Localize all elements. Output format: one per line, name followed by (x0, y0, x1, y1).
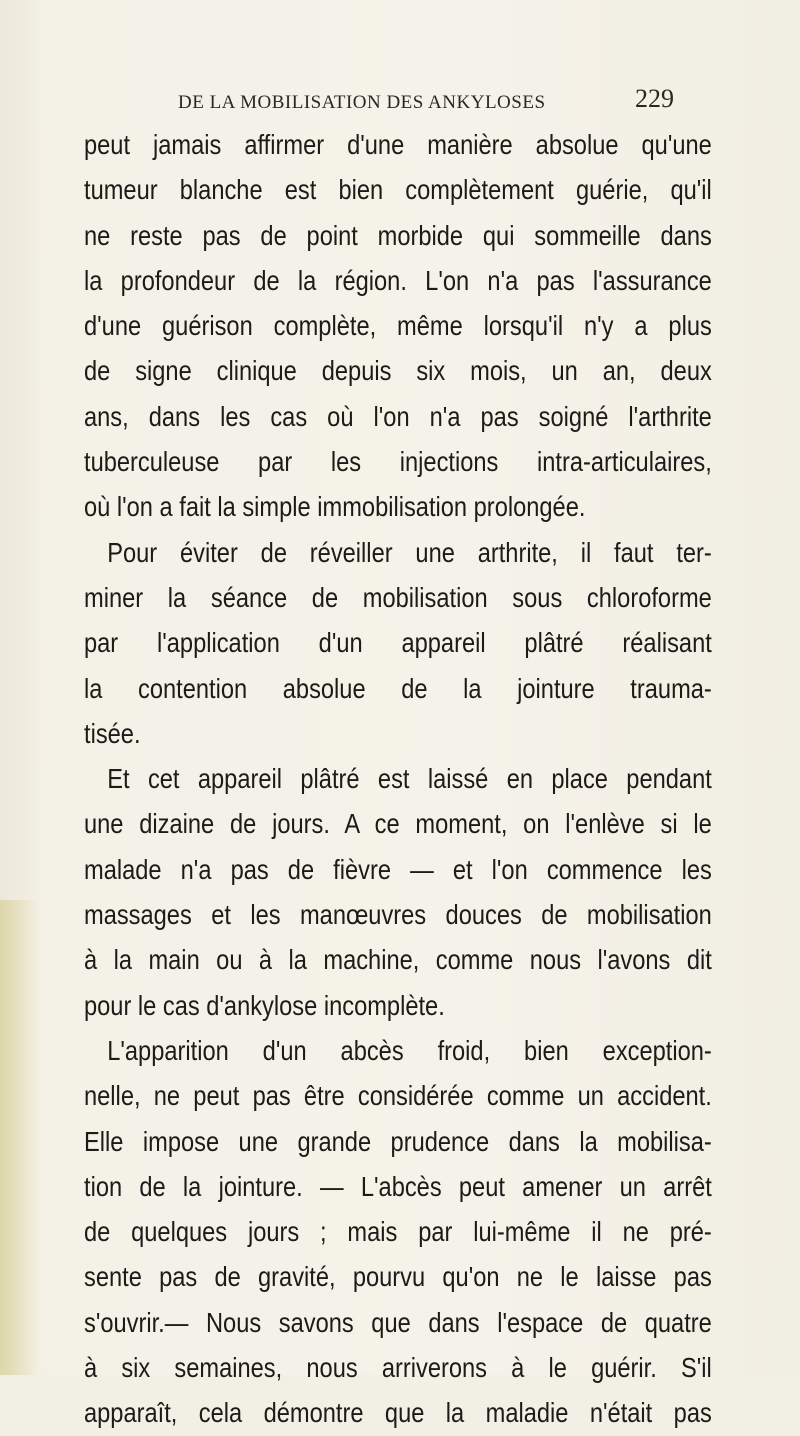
text-line: d'une guérison complète, même lorsqu'il n'y a plus (84, 310, 712, 342)
text-line: une dizaine de jours. A ce moment, on l'enlève si le (84, 808, 712, 840)
text-line: tion de la jointure. — L'abcès peut amener un arrêt (84, 1170, 712, 1202)
text-line: apparaît, cela démontre que la maladie n'était pas (84, 1397, 712, 1429)
text-line: ans, dans les cas où l'on n'a pas soigné l'arthrite (84, 400, 712, 432)
page-number: 229 (635, 84, 674, 113)
text-line: la profondeur de la région. L'on n'a pas l'assurance (84, 264, 712, 296)
page-header (0, 84, 800, 124)
text-line: de quelques jours ; mais par lui-même il ne pré- (84, 1216, 712, 1248)
text-line: tisée. (84, 717, 141, 749)
text-line: miner la séance de mobilisation sous chloroforme (84, 581, 712, 613)
text-line: tuberculeuse par les injections intra-articulaires, (84, 446, 712, 478)
text-line: Et cet appareil plâtré est laissé en place pendant (107, 763, 712, 795)
running-title: DE LA MOBILISATION DES ANKYLOSES (178, 92, 546, 113)
text-line: peut jamais affirmer d'une manière absolue qu'une (84, 129, 712, 160)
text-line: tumeur blanche est bien complètement guérie, qu'il (84, 174, 712, 206)
text-line: pour le cas d'ankylose incomplète. (84, 989, 445, 1021)
text-line: s'ouvrir.— Nous savons que dans l'espace de quatre (84, 1306, 712, 1338)
text-line: Elle impose une grande prudence dans la mobilisa- (84, 1125, 712, 1157)
text-line: Pour éviter de réveiller une arthrite, il faut ter- (107, 536, 712, 568)
text-line: à six semaines, nous arriverons à le guérir. S'il (84, 1352, 712, 1384)
body-text (84, 122, 712, 1436)
text-line: massages et les manœuvres douces de mobilisation (84, 899, 712, 931)
text-line: L'apparition d'un abcès froid, bien exception- (107, 1034, 712, 1066)
text-line: sente pas de gravité, pourvu qu'on ne le laisse pas (84, 1261, 712, 1293)
text-line: à la main ou à la machine, comme nous l'avons dit (84, 944, 712, 976)
text-line: de signe clinique depuis six mois, un an, deux (84, 355, 712, 387)
text-line: malade n'a pas de fièvre — et l'on commence les (84, 853, 712, 885)
page-edge-shadow (0, 900, 38, 1375)
text-line: la contention absolue de la jointure trauma- (84, 672, 712, 704)
text-line: par l'application d'un appareil plâtré réalisant (84, 627, 712, 659)
text-line: ne reste pas de point morbide qui sommeille dans (84, 219, 712, 251)
text-line: où l'on a fait la simple immobilisation prolongée. (84, 491, 586, 523)
text-line: nelle, ne peut pas être considérée comme un accident. (84, 1080, 712, 1112)
